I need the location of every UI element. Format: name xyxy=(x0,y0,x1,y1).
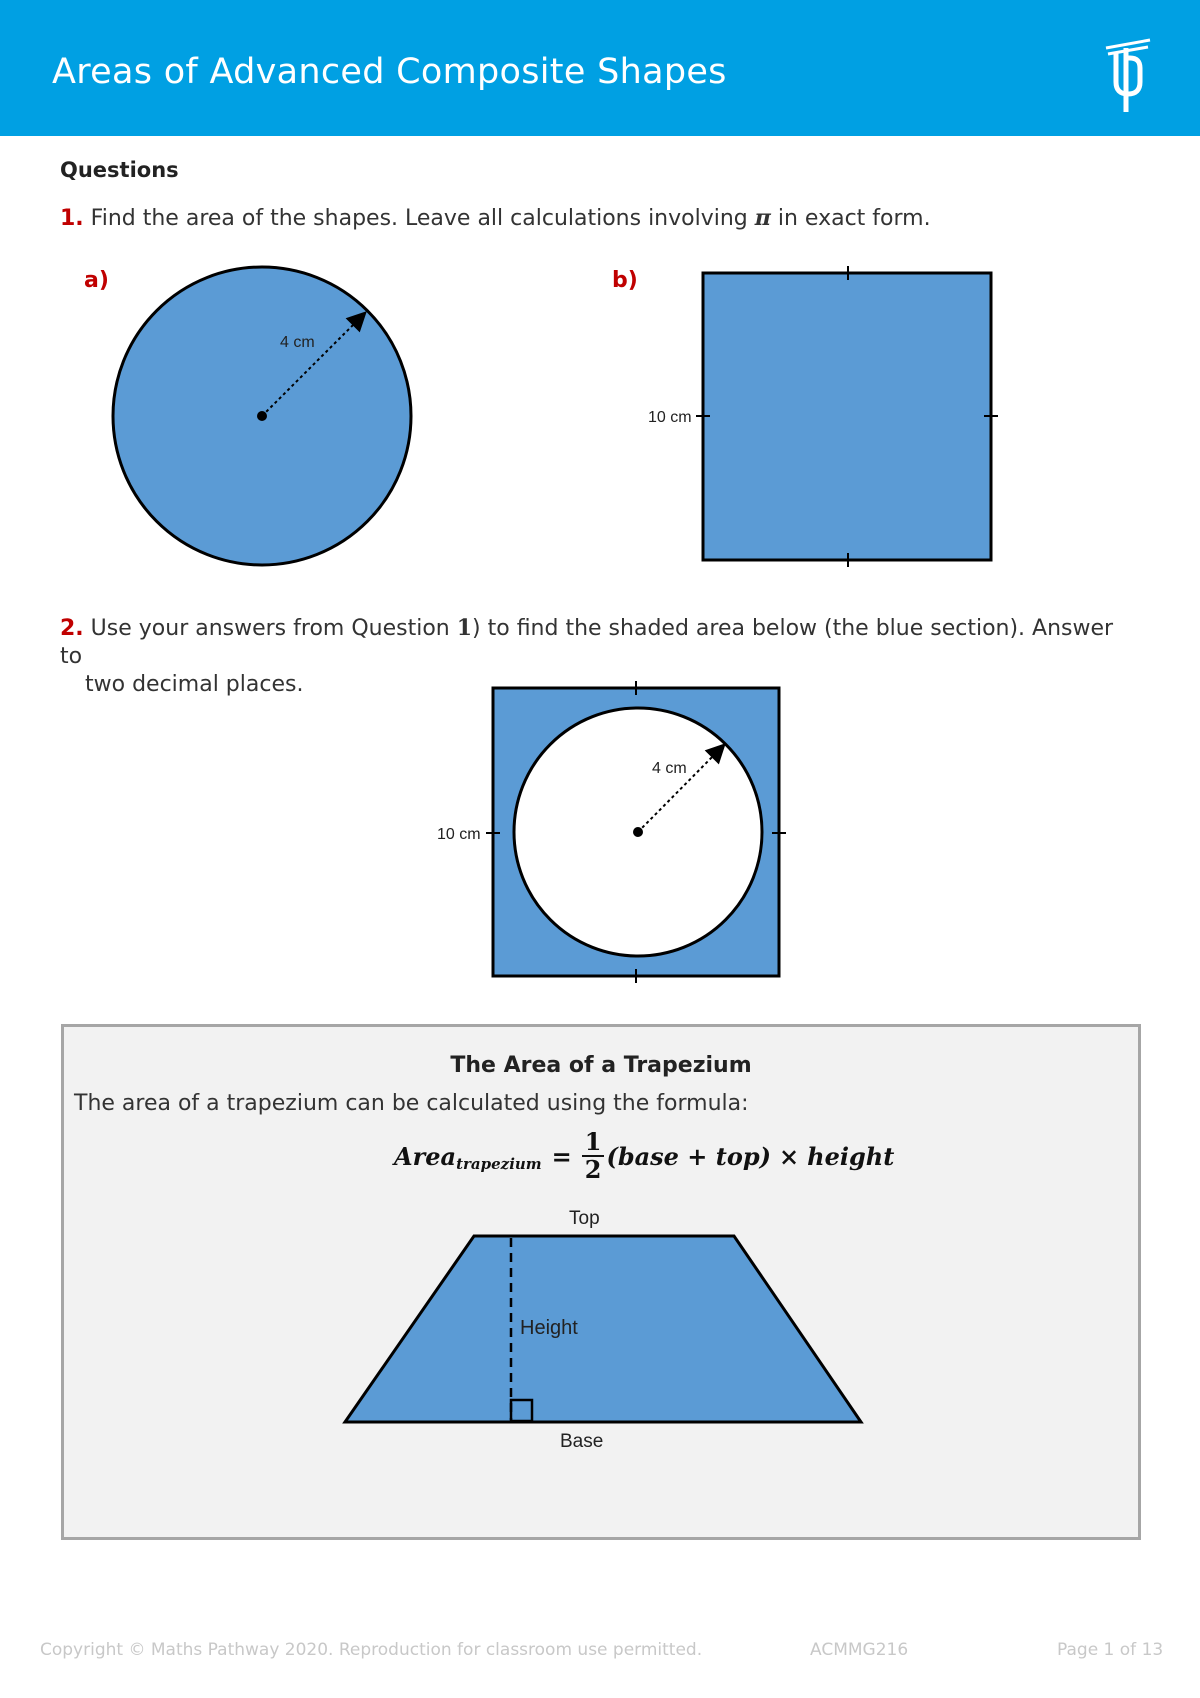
question-2-text-line2: two decimal places. xyxy=(85,672,304,697)
circle-figure-a xyxy=(113,267,411,565)
part-a-label: a) xyxy=(84,268,109,293)
pi-symbol: π xyxy=(754,205,771,231)
footer-copyright: Copyright © Maths Pathway 2020. Reproduction for classroom use permitted. xyxy=(40,1640,703,1660)
question-1-number: 1. xyxy=(60,206,84,231)
radius-label-q2: 4 cm xyxy=(652,760,687,777)
part-b-label: b) xyxy=(612,268,638,293)
formula-subscript: trapezium xyxy=(456,1155,542,1173)
page-title: Areas of Advanced Composite Shapes xyxy=(52,52,727,92)
trapezium-shape xyxy=(345,1236,861,1422)
side-label-q2: 10 cm xyxy=(437,826,481,843)
composite-figure-q2 xyxy=(437,681,786,983)
question-1-text: Find the area of the shapes. Leave all calculations involving xyxy=(90,206,748,231)
question-2-number: 2. xyxy=(60,616,84,641)
question-1-text-end: in exact form. xyxy=(777,206,931,231)
base-label: Base xyxy=(560,1431,604,1452)
formula-bracket: (base + top) xyxy=(606,1141,772,1171)
radius-label-a: 4 cm xyxy=(280,334,315,351)
question-2-text: Use your answers from Question xyxy=(90,616,450,641)
questions-heading: Questions xyxy=(60,158,179,182)
trapezium-diagram xyxy=(64,1027,1138,1537)
formula-denominator: 2 xyxy=(584,1155,602,1184)
footer-code: ACMMG216 xyxy=(810,1640,909,1660)
question-2 xyxy=(60,614,1120,699)
question-2-ref: 1 xyxy=(456,615,473,641)
square-figure-b xyxy=(648,266,998,567)
side-label-b: 10 cm xyxy=(648,409,692,426)
square-b xyxy=(703,273,991,560)
formula-area: Area xyxy=(394,1141,457,1171)
info-box-title: The Area of a Trapezium xyxy=(450,1053,752,1078)
center-dot-a xyxy=(257,411,267,421)
formula-equals: = xyxy=(551,1141,572,1171)
formula-times: × xyxy=(779,1141,800,1171)
info-box-text: The area of a trapezium can be calculated using the formula: xyxy=(74,1091,749,1116)
height-label: Height xyxy=(520,1317,578,1339)
trapezium-info-box xyxy=(61,1024,1141,1540)
top-label: Top xyxy=(569,1208,600,1229)
formula-height: height xyxy=(807,1141,895,1171)
center-dot-q2 xyxy=(633,827,643,837)
question-2-text-end: ) to find the shaded area below (the blue section). Answer to xyxy=(60,616,1114,669)
footer-page: Page 1 of 13 xyxy=(1057,1640,1164,1660)
formula-numerator: 1 xyxy=(582,1129,605,1157)
